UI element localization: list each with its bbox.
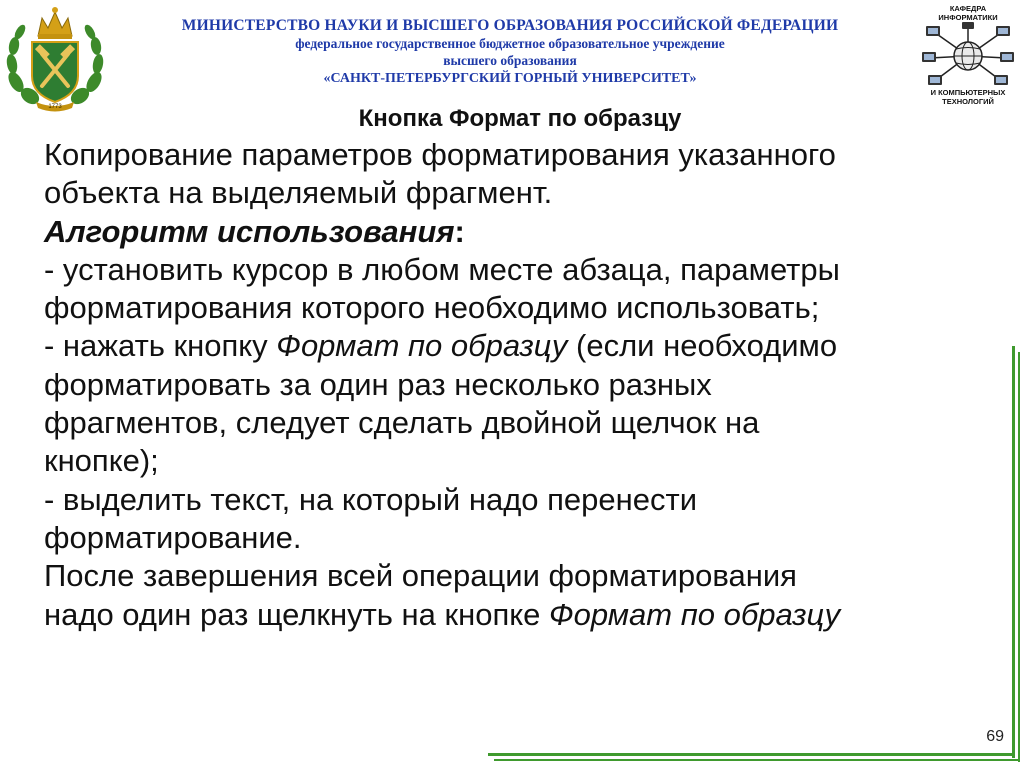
- slide-body: [44, 136, 1014, 634]
- frame-line-horizontal: [488, 753, 1015, 756]
- body-line: форматирование.: [44, 519, 302, 555]
- body-line: фрагментов, следует сделать двойной щелчок на: [44, 405, 760, 441]
- button-name-italic: Формат по образцу: [549, 596, 841, 632]
- body-line: кнопке);: [44, 443, 159, 479]
- frame-line-vertical: [1012, 346, 1015, 758]
- body-line: форматирования которого необходимо использовать;: [44, 290, 820, 326]
- frame-line-horizontal: [494, 759, 1020, 761]
- department-logo: [914, 2, 1022, 120]
- body-line: [44, 596, 1014, 634]
- body-line: форматировать за один раз несколько разных: [44, 366, 712, 402]
- body-line: Копирование параметров форматирования указанного: [44, 137, 836, 172]
- algorithm-heading-colon: :: [454, 213, 465, 249]
- department-network-icon: [920, 22, 1016, 88]
- header-education-level: высшего образования: [443, 53, 577, 68]
- dept-logo-bottom-text: И КОМПЬЮТЕРНЫХ ТЕХНОЛОГИЙ: [930, 88, 1006, 106]
- slide-title: Кнопка Формат по образцу: [358, 105, 682, 132]
- ministry-header: [120, 16, 900, 88]
- header-institution-type: федеральное государственное бюджетное образовательное учреждение: [295, 36, 725, 51]
- header-university-name: «САНКТ-ПЕТЕРБУРГСКИЙ ГОРНЫЙ УНИВЕРСИТЕТ»: [323, 71, 697, 86]
- header-ministry: МИНИСТЕРСТВО НАУКИ И ВЫСШЕГО ОБРАЗОВАНИЯ РОССИЙСКОЙ ФЕДЕРАЦИИ: [181, 17, 839, 34]
- university-emblem-icon: [2, 2, 108, 114]
- algorithm-heading: [44, 213, 1014, 251]
- body-line: объекта на выделяемый фрагмент.: [44, 175, 553, 211]
- emblem-year: 1773: [48, 104, 62, 110]
- button-name-italic: Формат по образцу: [276, 328, 568, 364]
- body-line: После завершения всей операции форматирования: [44, 558, 797, 594]
- body-fragment: (если необходимо: [567, 328, 838, 364]
- body-fragment: - нажать кнопку: [44, 328, 277, 364]
- algorithm-heading-text: Алгоритм использования: [44, 213, 455, 249]
- body-line: - установить курсор в любом месте абзаца, параметры: [44, 251, 840, 287]
- frame-line-vertical: [1018, 352, 1020, 762]
- body-line: [44, 327, 1014, 365]
- body-line: - выделить текст, на который надо перенести: [44, 481, 698, 517]
- page-number: 69: [986, 728, 1004, 745]
- body-fragment: надо один раз щелкнуть на кнопке: [44, 596, 550, 632]
- dept-logo-top-text: КАФЕДРА ИНФОРМАТИКИ: [938, 4, 998, 22]
